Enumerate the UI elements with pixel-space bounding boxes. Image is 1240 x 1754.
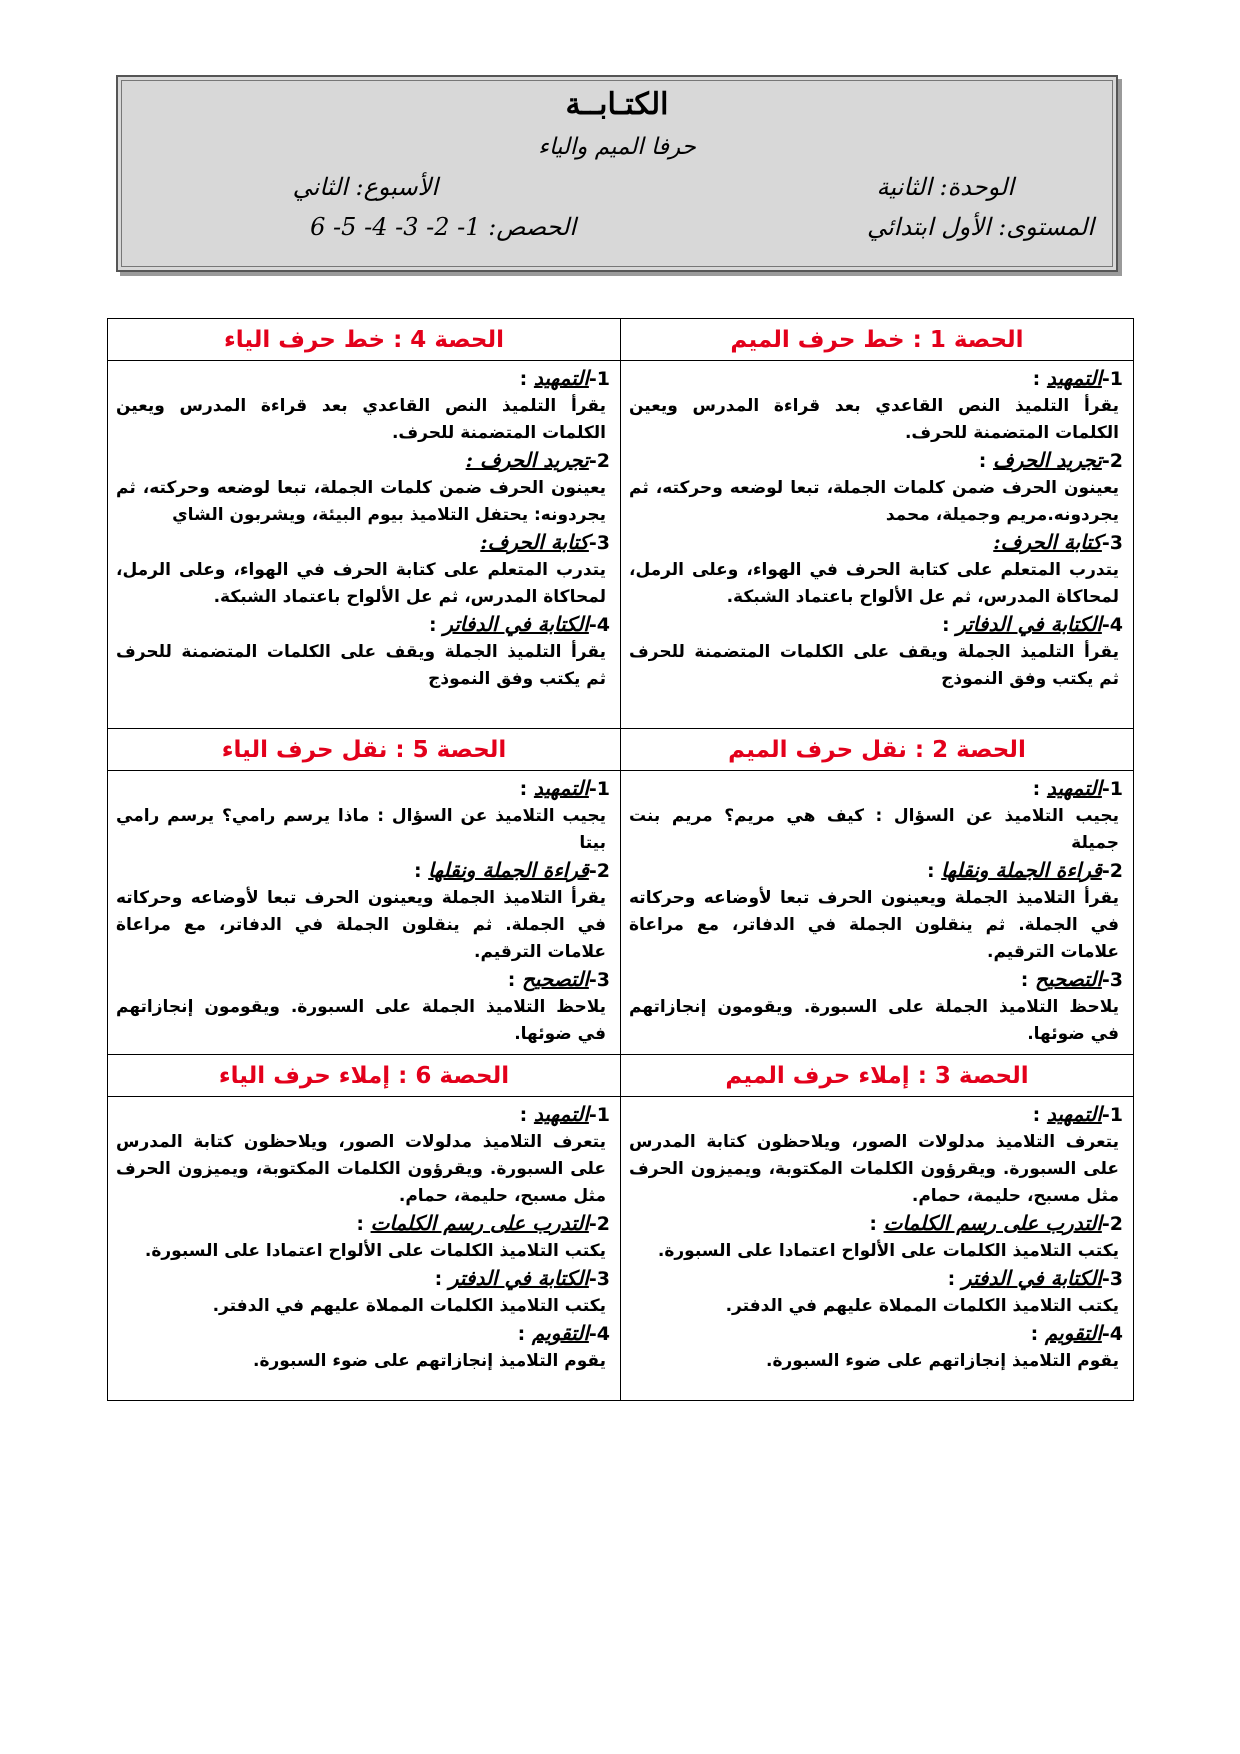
step-heading <box>116 857 610 885</box>
step-name: التمهيد <box>533 1102 589 1126</box>
step-colon: : <box>519 778 528 800</box>
step-number: 1- <box>588 778 610 800</box>
step-heading <box>116 529 610 557</box>
step-colon: : <box>1032 778 1041 800</box>
step-colon: : <box>926 860 935 882</box>
step-number: 1- <box>588 368 610 390</box>
step-name: التصحيح <box>1034 967 1102 991</box>
lesson-title: الحصة 5 : نقل حرف الياء <box>108 729 621 771</box>
step-number: 4- <box>1101 614 1123 636</box>
step-heading <box>629 529 1123 557</box>
step-name: التقويم <box>531 1321 589 1345</box>
level-field <box>867 213 1094 241</box>
lesson-content <box>108 771 621 1055</box>
lesson-content <box>621 771 1134 1055</box>
step-heading <box>116 1265 610 1293</box>
step-name: التدرب على رسم الكلمات <box>883 1211 1102 1235</box>
step-colon: : <box>869 1213 877 1235</box>
step-text: يجيب التلاميذ عن السؤال : كيف هي مريم؟ مريم بنت جميلة <box>629 806 1119 853</box>
lessons-table <box>107 318 1134 1401</box>
lesson-title: الحصة 4 : خط حرف الياء <box>108 319 621 361</box>
step-text: يكتب التلاميذ الكلمات على الألواح اعتمادا على السبورة. <box>657 1241 1119 1261</box>
step-number: 1- <box>1101 778 1123 800</box>
step-text: يعينون الحرف ضمن كلمات الجملة، تبعا لوضعه وحركته، ثم يجردونه: يحتفل التلاميذ بيوم البيئة، ويشربون الشاي <box>116 478 606 525</box>
step-number: 2- <box>1101 860 1123 882</box>
periods-value: 1- 2- 3- 4- 5- 6 <box>310 213 481 241</box>
step-name: كتابة الحرف: <box>480 530 589 554</box>
step-heading <box>116 1320 610 1348</box>
step-heading <box>116 365 610 393</box>
step-heading <box>629 611 1123 639</box>
step-name: التصحيح <box>521 967 589 991</box>
step-name: الكتابة في الدفتر <box>448 1266 589 1290</box>
step-number: 1- <box>1101 1104 1123 1126</box>
lesson-title-row <box>108 1055 1134 1097</box>
week-label: الأسبوع : <box>355 173 438 201</box>
step-colon: : <box>519 1104 528 1126</box>
step-heading <box>629 1210 1123 1238</box>
step-text: يلاحظ التلاميذ الجملة على السبورة. ويقومون إنجازاتهم في ضوئها. <box>116 997 606 1044</box>
step-text: يقرأ التلاميذ الجملة ويعينون الحرف تبعا لأوضاعه وحركاته في الجملة. ثم ينقلون الجملة في الدفاتر، مع مراعاة علامات الترقيم. <box>629 888 1119 962</box>
step-text: يكتب التلاميذ الكلمات المملاة عليهم في الدفتر. <box>725 1296 1119 1316</box>
periods-label: الحصص : <box>488 213 576 241</box>
step-text: يتدرب المتعلم على كتابة الحرف في الهواء، وعلى الرمل، لمحاكاة المدرس، ثم عل الألواح باعتماد الشبكة. <box>116 560 606 607</box>
step-text: يقرأ التلميذ الجملة ويقف على الكلمات المتضمنة للحرف ثم يكتب وفق النموذج <box>116 642 606 689</box>
lesson-content-row <box>108 1097 1134 1401</box>
unit-field <box>877 173 1014 201</box>
step-text: يتعرف التلاميذ مدلولات الصور، ويلاحظون كتابة المدرس على السبورة. ويقرؤون الكلمات المكتوبة، ويميزون الحرف مثل مسبح، حليمة، حمام. <box>116 1132 606 1206</box>
step-number: 3- <box>1101 969 1123 991</box>
step-colon: : <box>1030 1323 1039 1345</box>
step-colon: : <box>356 1213 364 1235</box>
step-text: يعينون الحرف ضمن كلمات الجملة، تبعا لوضعه وحركته، ثم يجردونه.مريم وجميلة، محمد <box>629 478 1119 525</box>
step-name: التمهيد <box>1046 1102 1102 1126</box>
lessons-body <box>108 319 1134 1401</box>
lesson-title: الحصة 6 : إملاء حرف الياء <box>108 1055 621 1097</box>
step-colon: : <box>517 1323 526 1345</box>
step-number: 2- <box>588 450 610 472</box>
step-text: يقوم التلاميذ إنجازاتهم على ضوء السبورة. <box>253 1351 606 1371</box>
step-number: 3- <box>1101 532 1123 554</box>
step-heading <box>629 857 1123 885</box>
lesson-content <box>621 361 1134 729</box>
step-text: يقرأ التلميذ النص القاعدي بعد قراءة المدرس ويعين الكلمات المتضمنة للحرف. <box>116 396 606 443</box>
step-colon: : <box>428 614 437 636</box>
lesson-title-row <box>108 319 1134 361</box>
step-number: 3- <box>1101 1268 1123 1290</box>
page-subtitle: حرفا الميم والياء <box>538 134 696 160</box>
lesson-content <box>621 1097 1134 1401</box>
lesson-title: الحصة 1 : خط حرف الميم <box>621 319 1134 361</box>
step-text: يتدرب المتعلم على كتابة الحرف في الهواء، وعلى الرمل، لمحاكاة المدرس، ثم عل الألواح باعتماد الشبكة. <box>629 560 1119 607</box>
step-name: الكتابة في الدفتر <box>961 1266 1102 1290</box>
step-heading <box>116 611 610 639</box>
step-text: يقرأ التلميذ النص القاعدي بعد قراءة المدرس ويعين الكلمات المتضمنة للحرف. <box>629 396 1119 443</box>
step-colon: : <box>1032 1104 1041 1126</box>
step-colon: : <box>1020 969 1029 991</box>
step-heading <box>629 1101 1123 1129</box>
step-text: يقرأ التلاميذ الجملة ويعينون الحرف تبعا لأوضاعه وحركاته في الجملة. ثم ينقلون الجملة في الدفاتر، مع مراعاة علامات الترقيم. <box>116 888 606 962</box>
header-box <box>116 75 1118 272</box>
periods-field <box>310 213 576 241</box>
step-heading <box>629 1265 1123 1293</box>
step-heading <box>629 365 1123 393</box>
step-number: 1- <box>588 1104 610 1126</box>
step-number: 1- <box>1101 368 1123 390</box>
step-heading <box>116 966 610 994</box>
step-heading <box>629 1320 1123 1348</box>
step-heading <box>116 1210 610 1238</box>
step-name: التقويم <box>1044 1321 1102 1345</box>
week-field <box>293 173 438 201</box>
step-heading <box>629 775 1123 803</box>
step-heading <box>116 775 610 803</box>
step-name: كتابة الحرف: <box>993 530 1102 554</box>
step-colon: : <box>947 1268 956 1290</box>
step-text: يلاحظ التلاميذ الجملة على السبورة. ويقومون إنجازاتهم في ضوئها. <box>629 997 1119 1044</box>
step-number: 2- <box>1101 1213 1123 1235</box>
step-number: 4- <box>1101 1323 1123 1345</box>
step-name: التدرب على رسم الكلمات <box>370 1211 589 1235</box>
step-number: 2- <box>588 860 610 882</box>
step-text: يقوم التلاميذ إنجازاتهم على ضوء السبورة. <box>766 1351 1119 1371</box>
step-name: التمهيد <box>1046 366 1102 390</box>
step-heading <box>116 1101 610 1129</box>
level-label: المستوى : <box>998 213 1094 241</box>
step-number: 3- <box>588 969 610 991</box>
step-colon: : <box>978 450 987 472</box>
step-number: 2- <box>1101 450 1123 472</box>
page-title: الكتـابــة <box>565 87 669 122</box>
step-heading <box>629 447 1123 475</box>
step-number: 2- <box>588 1213 610 1235</box>
step-name: التمهيد <box>533 776 589 800</box>
unit-label: الوحدة : <box>940 173 1014 201</box>
step-text: يجيب التلاميذ عن السؤال : ماذا يرسم رامي؟ يرسم رامي بيتا <box>116 806 606 853</box>
step-name: قراءة الجملة ونقلها <box>941 858 1102 882</box>
step-name: قراءة الجملة ونقلها <box>428 858 589 882</box>
step-name: الكتابة في الدفاتر <box>443 612 589 636</box>
step-name: تجريد الحرف <box>993 448 1102 472</box>
step-colon: : <box>434 1268 443 1290</box>
lesson-title-row <box>108 729 1134 771</box>
step-number: 4- <box>588 1323 610 1345</box>
step-text: يكتب التلاميذ الكلمات المملاة عليهم في الدفتر. <box>212 1296 606 1316</box>
step-number: 3- <box>588 1268 610 1290</box>
step-name: التمهيد <box>533 366 589 390</box>
unit-value: الثانية <box>876 173 932 201</box>
lesson-title: الحصة 2 : نقل حرف الميم <box>621 729 1134 771</box>
week-value: الثاني <box>292 173 348 201</box>
step-heading <box>116 447 610 475</box>
step-colon: : <box>1032 368 1041 390</box>
lesson-content-row <box>108 771 1134 1055</box>
step-text: يتعرف التلاميذ مدلولات الصور، ويلاحظون كتابة المدرس على السبورة. ويقرؤون الكلمات المكتوبة، ويميزون الحرف مثل مسبح، حليمة، حمام. <box>629 1132 1119 1206</box>
lesson-title: الحصة 3 : إملاء حرف الميم <box>621 1055 1134 1097</box>
level-value: الأول ابتدائي <box>867 213 991 241</box>
step-name: التمهيد <box>1046 776 1102 800</box>
step-colon: : <box>519 368 528 390</box>
lesson-content <box>108 1097 621 1401</box>
step-heading <box>629 966 1123 994</box>
step-colon: : <box>413 860 422 882</box>
step-text: يكتب التلاميذ الكلمات على الألواح اعتمادا على السبورة. <box>144 1241 606 1261</box>
step-name: تجريد الحرف : <box>465 448 589 472</box>
step-colon: : <box>941 614 950 636</box>
step-text: يقرأ التلميذ الجملة ويقف على الكلمات المتضمنة للحرف ثم يكتب وفق النموذج <box>629 642 1119 689</box>
lesson-content <box>108 361 621 729</box>
step-name: الكتابة في الدفاتر <box>956 612 1102 636</box>
step-colon: : <box>507 969 516 991</box>
lesson-content-row <box>108 361 1134 729</box>
step-number: 4- <box>588 614 610 636</box>
step-number: 3- <box>588 532 610 554</box>
